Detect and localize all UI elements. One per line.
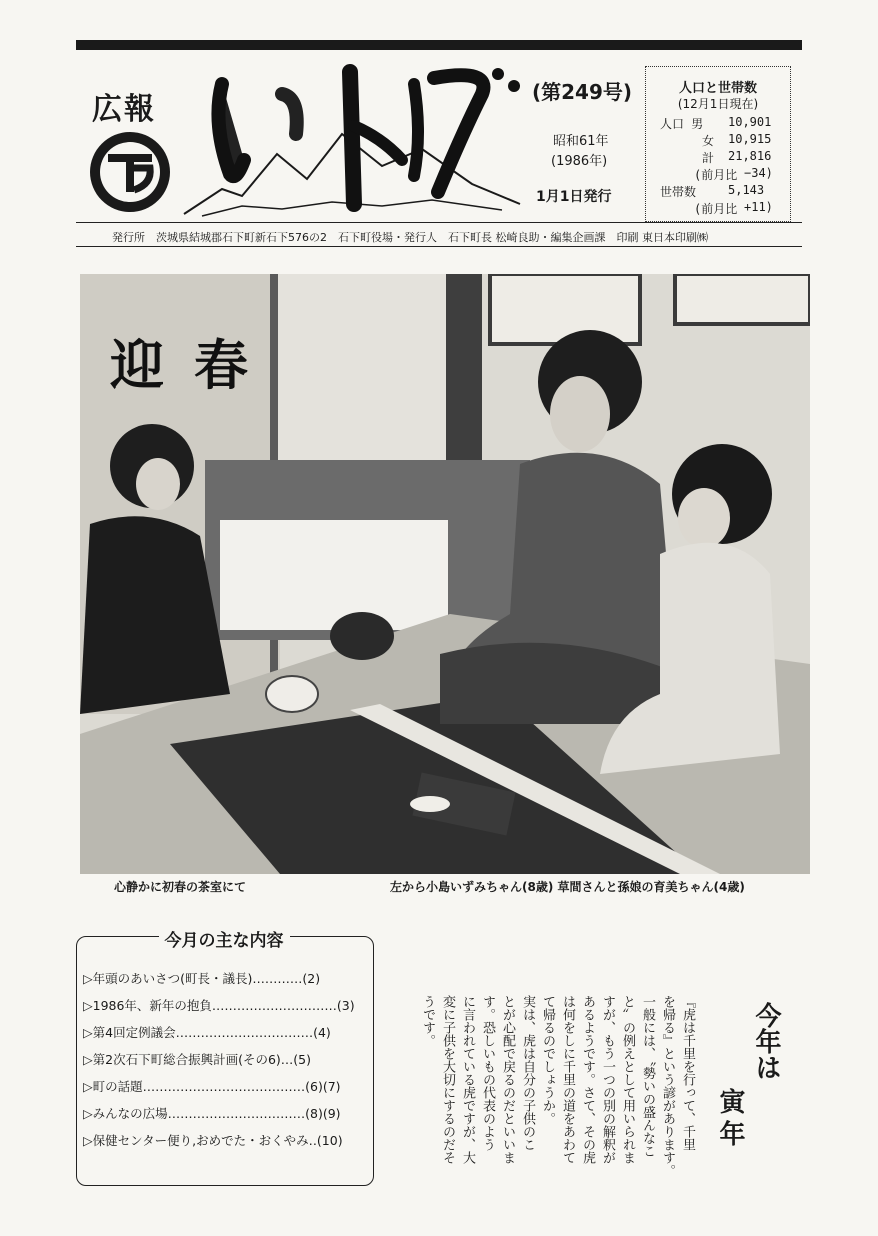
masthead-top-rule (76, 40, 802, 50)
population-row-value: 10,915 (728, 132, 772, 146)
toc-item[interactable]: ▷みんなの広場……………………………(8)(9) (83, 1106, 341, 1121)
photo-caption-right: 左から小島いずみちゃん(8歳) 草間さんと孫娘の育美ちゃん(4歳) (390, 880, 745, 894)
population-row (646, 115, 790, 131)
toc-item[interactable]: ▷1986年、新年の抱負…………………………(3) (83, 998, 355, 1013)
essay-column: 『虎は千里を行って、千里 (680, 995, 695, 1151)
population-row-value: +11) (744, 200, 773, 214)
title-logo-text: いしげ (182, 83, 189, 85)
population-row-value: 21,816 (728, 149, 772, 163)
population-row-label: 計 (702, 151, 715, 165)
toc-item[interactable]: ▷保健センター便り,おめでた・おくやみ‥(10) (83, 1133, 343, 1148)
essay-column: うです。 (420, 995, 435, 1047)
population-row-label: 人口 男 (660, 117, 704, 131)
essay-column: すが、もう一つの別の解釈が (600, 995, 615, 1164)
publisher-info: 発行所 茨城県結城郡石下町新石下576の2 石下町役場・発行人 石下町長 松崎良助・編集企画課 印刷 東日本印刷㈱ (112, 231, 708, 244)
population-box (645, 66, 791, 222)
toc-title (76, 926, 372, 951)
essay-column: 変に子供を大切にするのだそ (440, 995, 455, 1164)
toc-item[interactable]: ▷年頭のあいさつ(町長・議長)…………(2) (83, 971, 321, 986)
population-as-of: (12月1日現在) (677, 97, 759, 111)
population-row (646, 183, 790, 199)
koho-label: 広報 (92, 92, 156, 127)
population-row (646, 149, 790, 165)
issue-date: 1月1日発行 (536, 189, 612, 205)
era-showa: 昭和61年 (553, 134, 609, 149)
population-row-value: −34) (744, 166, 773, 180)
population-row (646, 166, 790, 182)
population-row-label: 女 (702, 134, 715, 148)
population-row-value: 10,901 (728, 115, 772, 129)
essay-subhead: 寅年 (715, 1088, 745, 1152)
toc-item[interactable]: ▷町の話題…………………………………(6)(7) (83, 1079, 341, 1094)
title-logo (182, 64, 522, 224)
essay-column: と〟の例えとして用いられま (620, 995, 635, 1164)
population-row-label: (前月比 (694, 168, 738, 182)
toc-box (76, 936, 374, 1186)
publisher-rule-top (76, 222, 802, 223)
greeting-text: 迎春 (110, 333, 278, 397)
population-row (646, 132, 790, 148)
essay-column: あるようです。さて、その虎 (580, 995, 595, 1164)
toc-title-text: 今月の主な内容 (159, 931, 290, 951)
essay-headline: 今年は (751, 1002, 781, 1080)
town-emblem-icon (86, 128, 174, 216)
era-year: (1986年) (551, 154, 608, 169)
issue-number: (第249号) (532, 80, 633, 104)
essay-column: 実は、虎は自分の子供のこ (520, 995, 535, 1151)
essay-column: 一般には、〝勢いの盛んなこ (640, 995, 655, 1158)
essay-column: を帰る』という諺があります。 (660, 995, 675, 1177)
essay-column: に言われている虎ですが、大 (460, 995, 475, 1164)
population-row-value: 5,143 (728, 183, 765, 197)
population-row-label: 世帯数 (660, 185, 697, 199)
population-title: 人口と世帯数 (678, 81, 757, 96)
essay-column: て帰るのでしょうか。 (540, 995, 555, 1125)
photo-caption-left: 心静かに初春の茶室にて (114, 880, 247, 894)
toc-item[interactable]: ▷第2次石下町総合振興計画(その6)…(5) (83, 1052, 311, 1067)
tea-room-photo (80, 274, 810, 874)
essay-column: す。恐しいもの代表のよう (480, 995, 495, 1151)
essay-column: は何をしに千里の道をあわて (560, 995, 575, 1164)
toc-item[interactable]: ▷第4回定例議会……………………………(4) (83, 1025, 331, 1040)
essay-column: とが心配で戻るのだといいま (500, 995, 515, 1164)
essay-body (412, 995, 694, 1180)
publisher-rule-bottom (76, 246, 802, 247)
population-row-label: (前月比 (694, 202, 738, 216)
population-row (646, 200, 790, 216)
